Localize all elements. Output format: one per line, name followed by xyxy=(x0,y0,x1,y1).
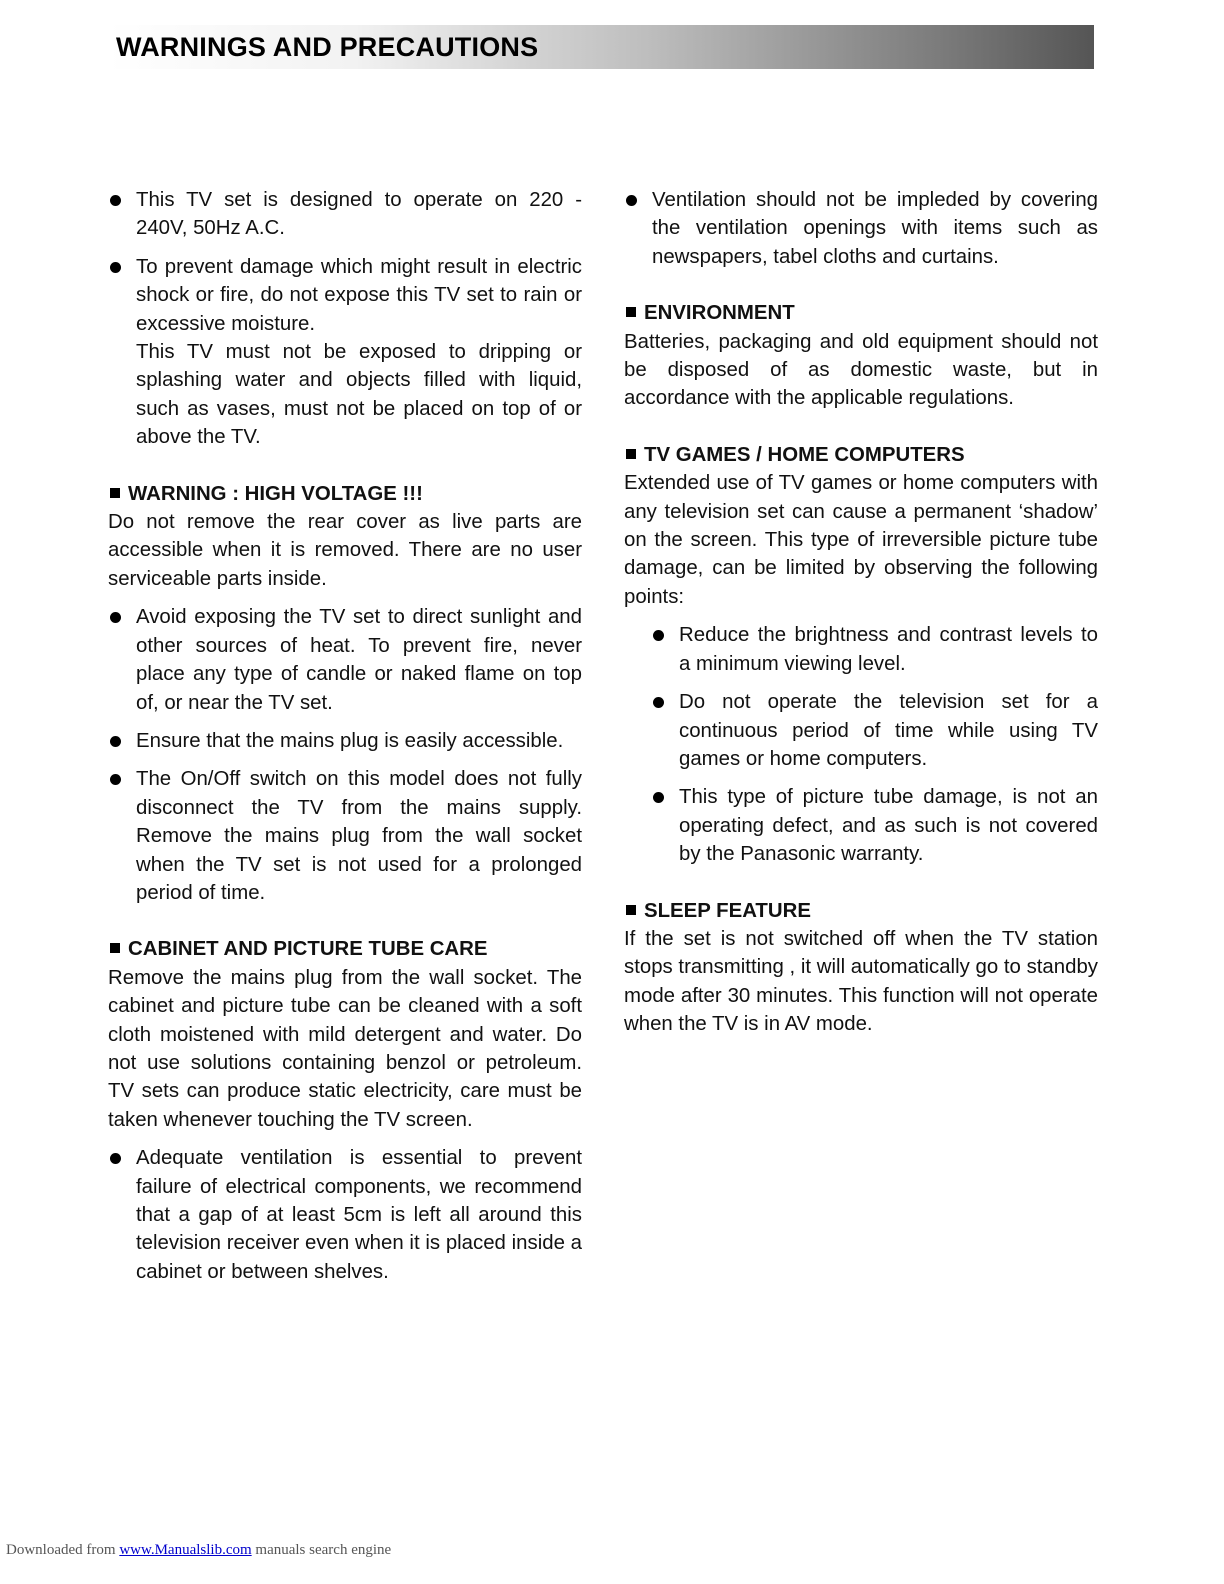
bullet-item-voltage xyxy=(108,186,582,243)
bullet-text: Avoid exposing the TV set to direct sunlight and other sources of heat. To prevent fire, never place any type of candle or naked flame on top of, or near the TV set. xyxy=(136,606,582,714)
bullet-text: Do not operate the television set for a continuous period of time while using TV games or home computers. xyxy=(679,691,1098,770)
bullet-icon xyxy=(110,774,121,785)
bullet-icon xyxy=(653,630,664,641)
section-text-cabinet: Remove the mains plug from the wall socket. The cabinet and picture tube can be cleaned with a soft cloth moistened with mild detergent and water. Do not use solutions containing benzol or petroleum. TV sets can produce static electricity, care must be taken whenever touching the TV screen. xyxy=(108,966,582,1131)
bullet-text: Ensure that the mains plug is easily accessible. xyxy=(136,729,564,752)
heading-text: SLEEP FEATURE xyxy=(644,899,811,922)
bullet-icon xyxy=(110,262,121,273)
section-heading-sleep xyxy=(624,897,1098,925)
section-heading-games xyxy=(624,441,1098,469)
footer-suffix: manuals search engine xyxy=(251,1542,392,1558)
square-bullet-icon xyxy=(110,488,120,498)
section-heading-warning xyxy=(108,480,582,508)
section-text-warning: Do not remove the rear cover as live parts are accessible when it is removed. There are no user serviceable parts inside. xyxy=(108,511,582,590)
right-column xyxy=(624,186,1098,1049)
manualslib-link[interactable]: www.Manualslib.com xyxy=(119,1542,252,1558)
section-text-games: Extended use of TV games or home computers with any television set can cause a permanent ‘shadow’ on the screen. This type of irreversible picture tube damage, can be limited by observing the following points: xyxy=(624,472,1098,608)
bullet-text: Reduce the brightness and contrast levels to a minimum viewing level. xyxy=(679,624,1098,675)
bullet-item-brightness xyxy=(651,621,1098,678)
bullet-item-moisture xyxy=(108,253,582,452)
heading-text: CABINET AND PICTURE TUBE CARE xyxy=(128,938,488,961)
page-title: WARNINGS AND PRECAUTIONS xyxy=(116,32,539,62)
bullet-item-sunlight xyxy=(108,603,582,717)
bullet-item-plug xyxy=(108,727,582,755)
section-heading-environment xyxy=(624,299,1098,327)
bullet-text: This TV set is designed to operate on 220 - 240V, 50Hz A.C. xyxy=(136,189,582,240)
bullet-icon xyxy=(110,195,121,206)
heading-text: TV GAMES / HOME COMPUTERS xyxy=(644,443,965,466)
bullet-text: Ventilation should not be impleded by covering the ventilation openings with items such as newspapers, tabel cloths and curtains. xyxy=(652,189,1098,268)
bullet-text: This TV must not be exposed to dripping or splashing water and objects filled with liquid, such as vases, must not be placed on top of or above the TV. xyxy=(136,341,582,449)
left-column xyxy=(108,186,582,1296)
bullet-item-warranty xyxy=(651,783,1098,868)
download-footer xyxy=(6,1542,391,1559)
heading-text: ENVIRONMENT xyxy=(644,302,795,325)
heading-text: WARNING : HIGH VOLTAGE !!! xyxy=(128,482,423,505)
square-bullet-icon xyxy=(626,449,636,459)
bullet-icon xyxy=(653,792,664,803)
section-text-sleep: If the set is not switched off when the TV station stops transmitting , it will automatically go to standby mode after 30 minutes. This function will not operate when the TV is in AV mode. xyxy=(624,927,1098,1036)
bullet-icon xyxy=(110,736,121,747)
bullet-icon xyxy=(110,1153,121,1164)
bullet-text: The On/Off switch on this model does not fully disconnect the TV from the mains supply. Remove the mains plug from the wall socket when the TV set is not used for a prolonged period of time. xyxy=(136,768,582,904)
bullet-icon xyxy=(626,195,637,206)
bullet-item-ventilation-gap xyxy=(108,1144,582,1286)
square-bullet-icon xyxy=(626,307,636,317)
bullet-item-ventilation xyxy=(624,186,1098,271)
bullet-item-switch xyxy=(108,765,582,907)
bullet-icon xyxy=(653,697,664,708)
bullet-item-continuous xyxy=(651,688,1098,773)
bullet-icon xyxy=(110,612,121,623)
footer-prefix: Downloaded from xyxy=(6,1542,120,1558)
square-bullet-icon xyxy=(626,905,636,915)
section-text-environment: Batteries, packaging and old equipment should not be disposed of as domestic waste, but in accordance with the applicable regulations. xyxy=(624,330,1098,410)
bullet-text: This type of picture tube damage, is not an operating defect, and as such is not covered by the Panasonic warranty. xyxy=(679,786,1098,866)
bullet-text: Adequate ventilation is essential to prevent failure of electrical components, we recommend that a gap of at least 5cm is left all around this television receiver even when it is placed inside a cabinet or between shelves. xyxy=(136,1147,582,1283)
section-heading-cabinet xyxy=(108,935,582,963)
square-bullet-icon xyxy=(110,943,120,953)
bullet-text: To prevent damage which might result in electric shock or fire, do not expose this TV set to rain or excessive moisture. xyxy=(136,255,582,335)
header-bar xyxy=(108,25,1094,69)
